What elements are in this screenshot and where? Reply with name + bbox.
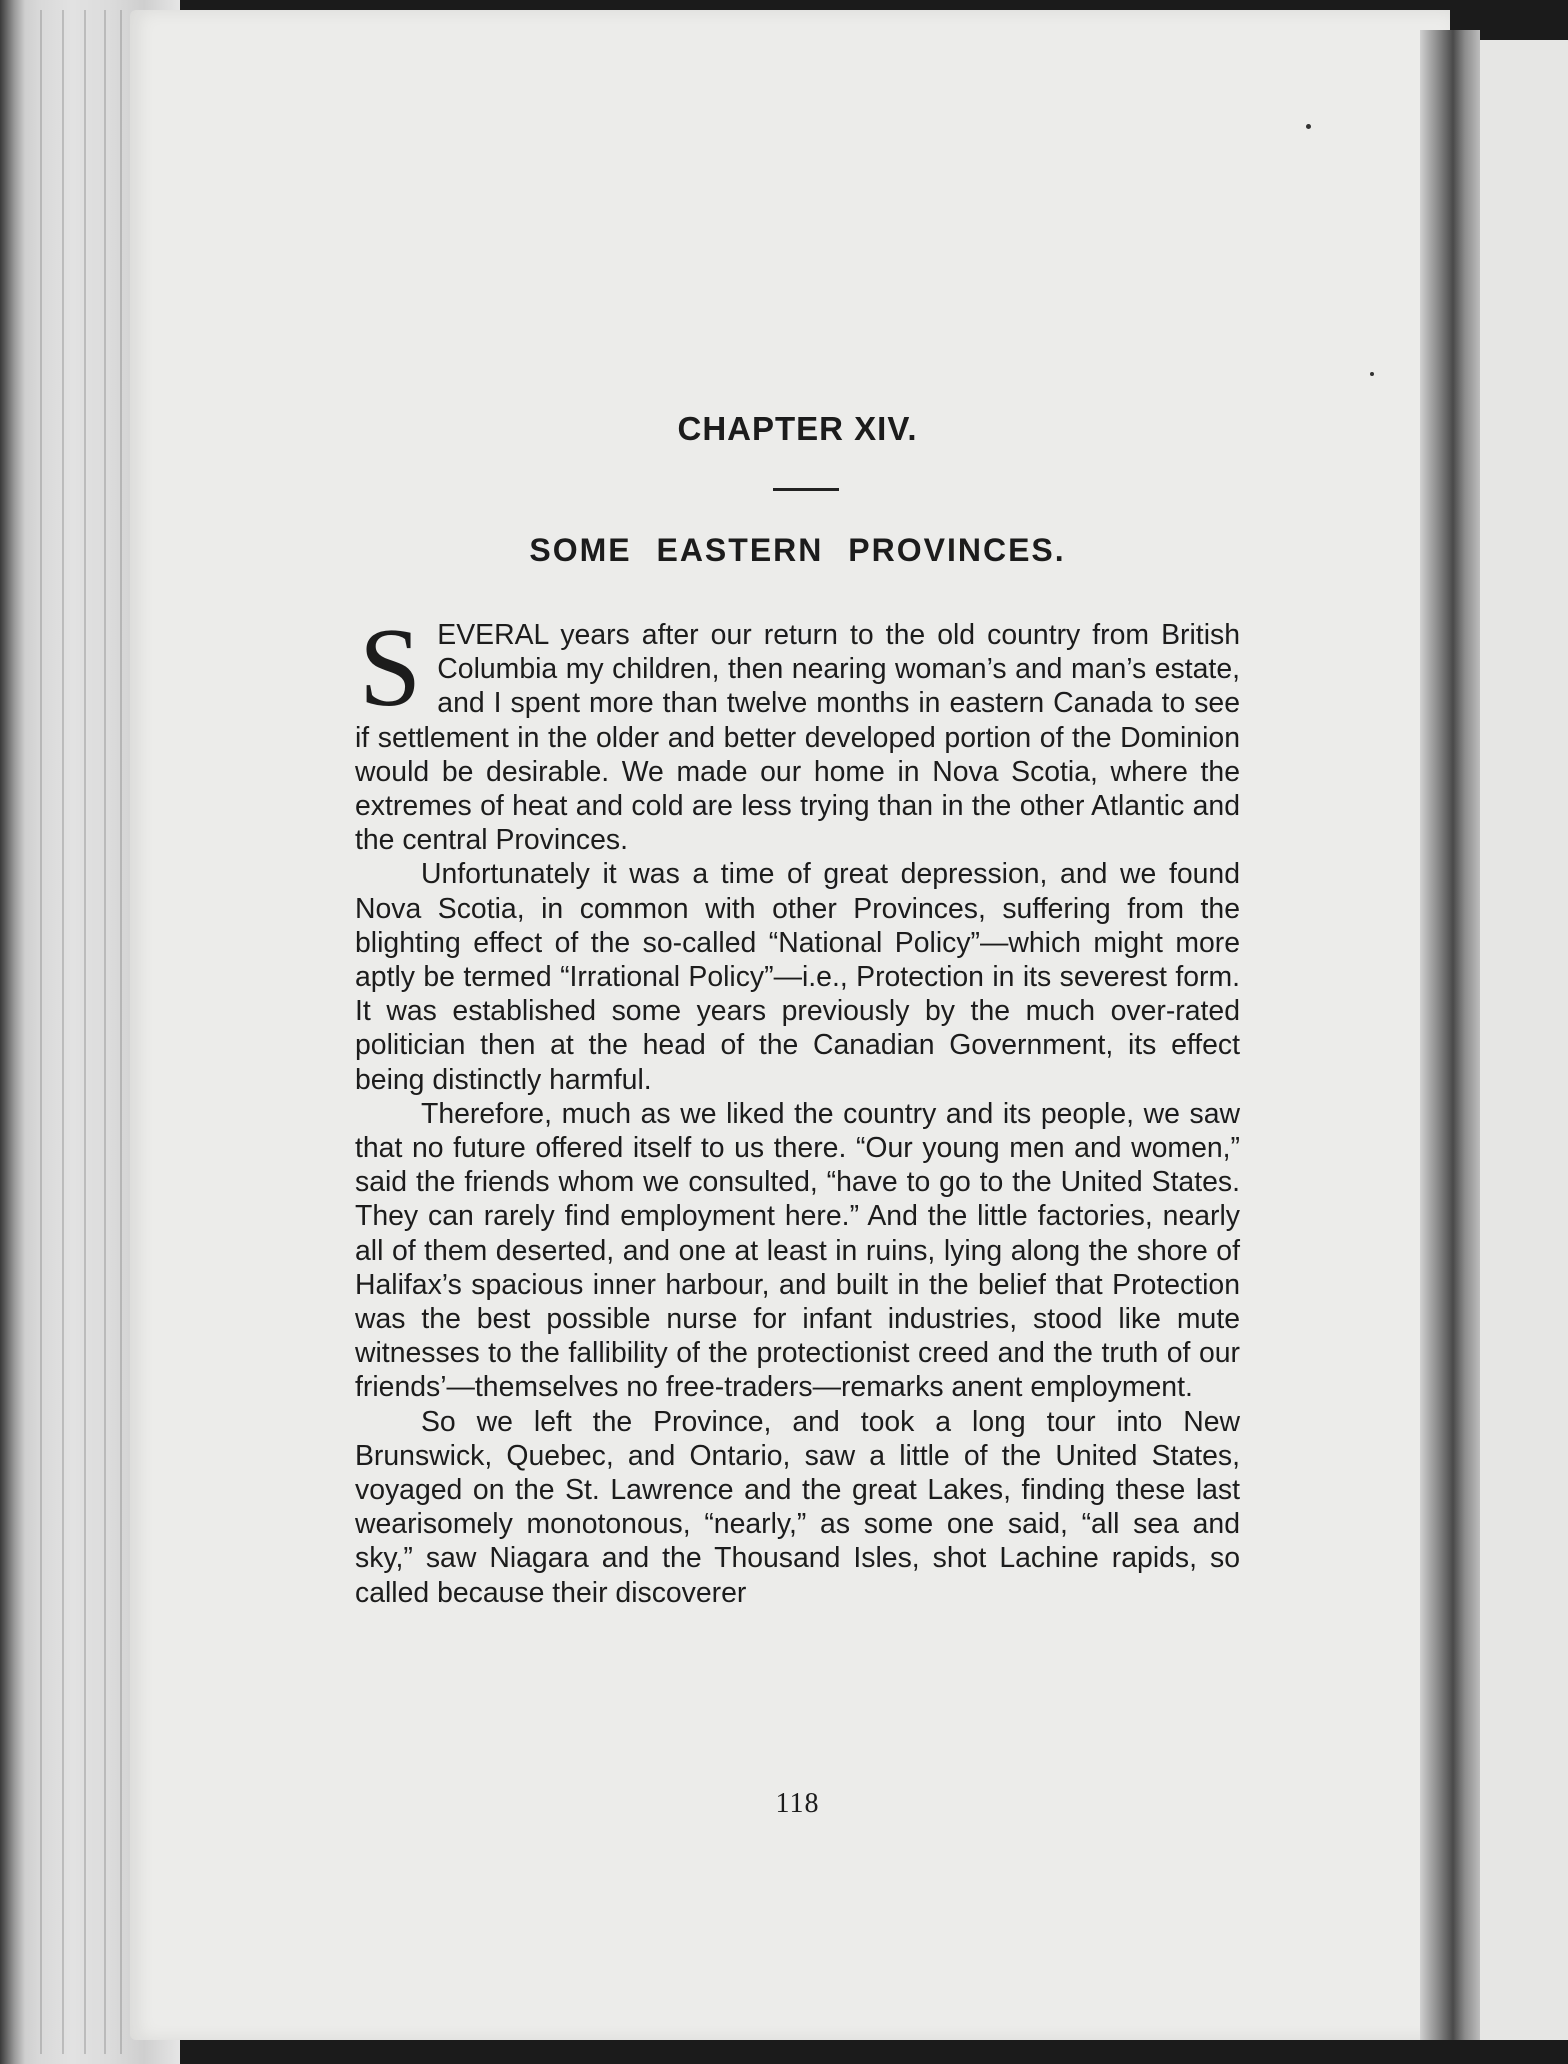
chapter-title: SOME EASTERN PROVINCES. — [529, 532, 1066, 568]
title-rule — [773, 488, 839, 491]
facing-page-edge — [1480, 40, 1568, 2040]
page-number: 118 — [775, 1788, 820, 1819]
paper-speck — [1370, 372, 1374, 376]
paragraph: Unfortunately it was a time of great depression, and we found Nova Scotia, in common with other Provinces, suffering from the blighting effect of the so-called “National Policy”—which might more aptly be termed “Irrational Policy”—i.e., Protection in its severest form. It was established some years previously by the much over-rated politician then at the head of the Canadian Government, its effect being distinctly harmful. — [355, 858, 1240, 1096]
drop-cap: S — [359, 606, 422, 730]
paragraph-text: EVERAL years after our return to the old country from British Columbia my children, then nearing woman’s and man’s estate, and I spent more than twelve months in eastern Canada to see if settlement in the older and better developed portion of the Dominion would be desirable. We made our home in Nova Scotia, where the extremes of heat and cold are less trying than in the other Atlantic and the central Provinces. — [355, 619, 1240, 857]
body-text — [355, 606, 1240, 1610]
paragraph — [355, 606, 1240, 857]
paragraph: Therefore, much as we liked the country and its people, we saw that no future offered itself to us there. “Our young men and women,” said the friends whom we consulted, “have to go to the United States. They can rarely find employment here.” And the little factories, nearly all of them deserted, and one at least in ruins, lying along the shore of Halifax’s spacious inner harbour, and built in the belief that Protection was the best possible nurse for infant industries, stood like mute witnesses to the fallibility of the protectionist creed and the truth of our friends’—themselves no free-traders—remarks anent employment. — [355, 1097, 1240, 1404]
paragraph: So we left the Province, and took a long tour into New Brunswick, Quebec, and Ontario, saw a little of the United States, voyaged on the St. Lawrence and the great Lakes, finding these last wearisomely monotonous, “nearly,” as some one said, “all sea and sky,” saw Niagara and the Thousand Isles, shot Lachine rapids, so called because their discoverer — [355, 1405, 1240, 1609]
paper-speck — [1306, 124, 1311, 129]
chapter-number: CHAPTER XIV. — [677, 410, 918, 447]
book-gutter — [1420, 30, 1480, 2040]
